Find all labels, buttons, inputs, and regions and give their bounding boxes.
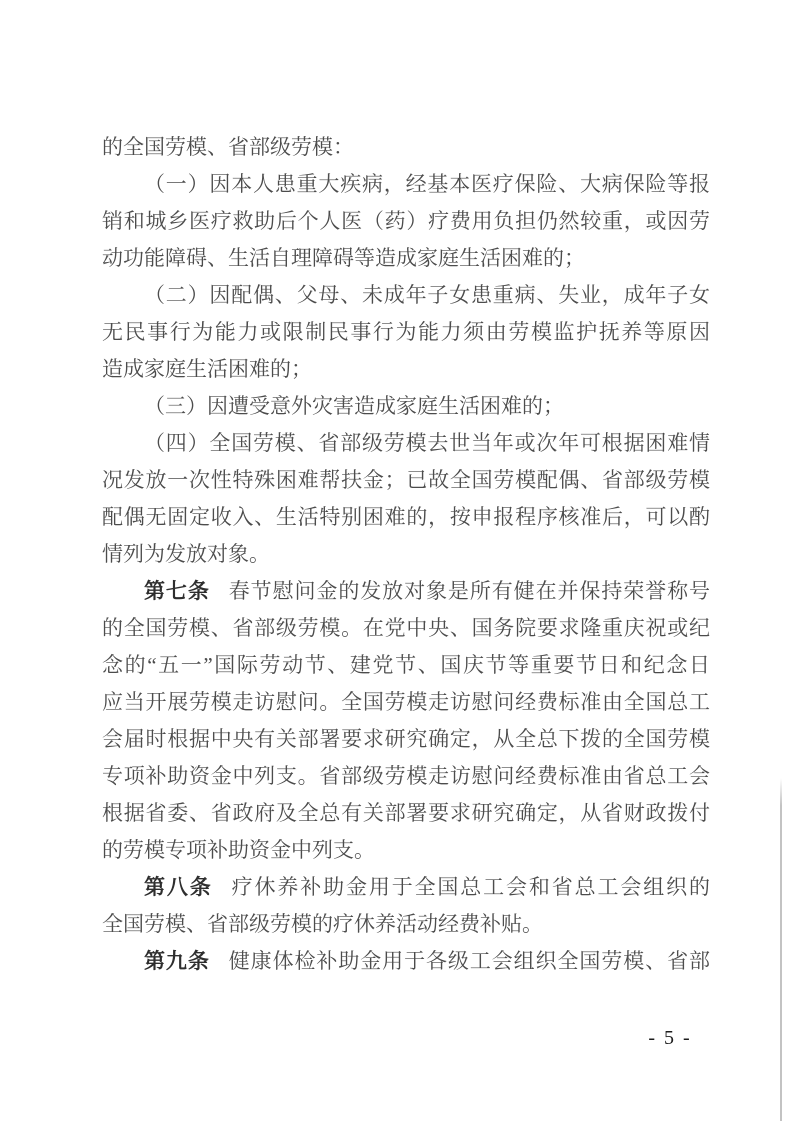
article-number-label: 第七条 [144, 580, 210, 603]
text-line: 配偶无固定收入、生活特别困难的，按申报程序核准后，可以酌 [102, 505, 710, 529]
text-line: 全国劳模、省部级劳模的疗休养活动经费补贴。 [102, 912, 543, 936]
text-line: 动功能障碍、生活自理障碍等造成家庭生活困难的； [102, 246, 585, 270]
document-body [102, 129, 710, 980]
text-line: 第七条 春节慰问金的发放对象是所有健在并保持荣誉称号 [144, 579, 710, 603]
text-line: （一）因本人患重大疾病，经基本医疗保险、大病保险等报 [144, 172, 710, 196]
article-number-label: 第八条 [144, 876, 213, 899]
text-line: 第九条 健康体检补助金用于各级工会组织全国劳模、省部 [144, 949, 710, 973]
text-line: 根据省委、省政府及全总有关部署要求研究确定，从省财政拨付 [102, 801, 710, 825]
text-line: （三）因遭受意外灾害造成家庭生活困难的； [144, 394, 564, 418]
article-number-label: 第九条 [144, 950, 210, 973]
page-number: - 5 - [648, 1027, 692, 1049]
text-line: 会届时根据中央有关部署要求研究确定，从全总下拨的全国劳模 [102, 727, 710, 751]
text-line: 的劳模专项补助资金中列支。 [102, 838, 375, 862]
text-line: （四）全国劳模、省部级劳模去世当年或次年可根据困难情 [144, 431, 710, 455]
text-line: 专项补助资金中列支。省部级劳模走访慰问经费标准由省总工会 [102, 764, 710, 788]
text-line: 况发放一次性特殊困难帮扶金；已故全国劳模配偶、省部级劳模 [102, 468, 710, 492]
text-line: （二）因配偶、父母、未成年子女患重病、失业，成年子女 [144, 283, 710, 307]
text-line: 无民事行为能力或限制民事行为能力须由劳模监护抚养等原因 [102, 320, 710, 344]
text-line: 销和城乡医疗救助后个人医（药）疗费用负担仍然较重，或因劳 [102, 209, 710, 233]
text-line: 造成家庭生活困难的； [102, 357, 312, 381]
text-line: 第八条 疗休养补助金用于全国总工会和省总工会组织的 [144, 875, 710, 899]
text-line: 情列为发放对象。 [102, 542, 270, 566]
text-line: 应当开展劳模走访慰问。全国劳模走访慰问经费标准由全国总工 [102, 690, 710, 714]
text-line: 的全国劳模、省部级劳模。在党中央、国务院要求隆重庆祝或纪 [102, 616, 710, 640]
text-line: 的全国劳模、省部级劳模： [102, 135, 354, 159]
text-line: 念的“五一”国际劳动节、建党节、国庆节等重要节日和纪念日 [102, 653, 710, 677]
scan-edge-artifact [780, 778, 782, 1121]
